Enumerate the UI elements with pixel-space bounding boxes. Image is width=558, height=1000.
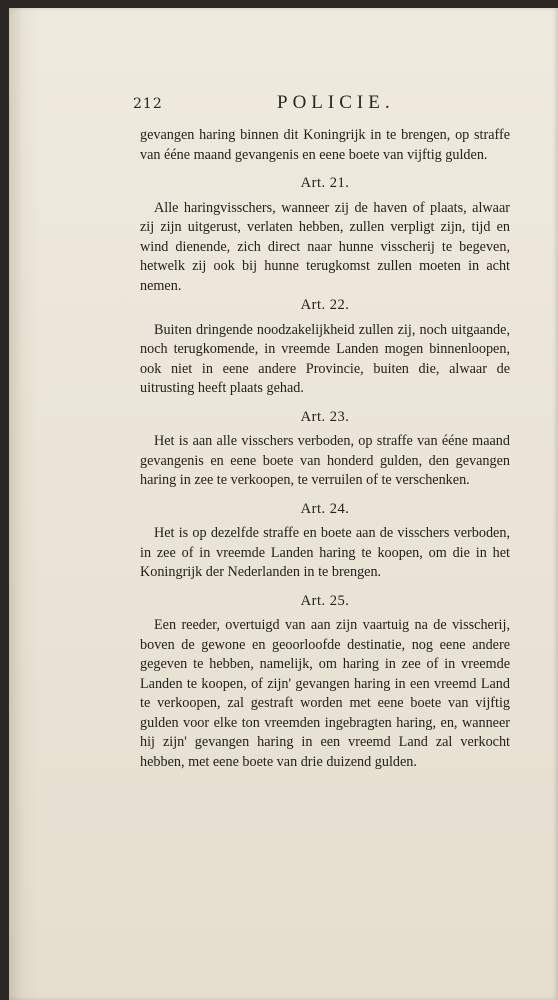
paragraph-art-25: Een reeder, overtuigd van aan zijn vaartuig na de visscherij, boven de gewone en geoorloofde destinatie, nog eene andere gegeven te hebben, namelijk, om haring in zee of in vreemde Landen te koopen, of zijn' gevangen haring in een vreemd Land te verkoopen, zal gestraft worden met eene boete van vijftig gulden voor elke ton vreemden ingebragten haring, en, wanneer hij zijn' gevangen haring in een vreemd Land zal verkocht hebben, met eene boete van drie duizend gulden. <box>140 617 510 770</box>
running-head: POLICIE. <box>277 92 395 113</box>
paragraph-art-22: Buiten dringende noodzakelijkheid zullen zij, noch uitgaande, noch terugkomende, in vreemde Landen mogen binnenloopen, ook niet in eene andere Provincie, buiten die, alwaar de uitrusting heeft plaats gehad. <box>140 321 510 396</box>
book-page <box>9 8 558 1000</box>
article-heading-23: Art. 23. <box>300 408 350 425</box>
paragraph-art-23: Het is aan alle visschers verboden, op straffe van ééne maand gevangenis en eene boete van honderd gulden, den gevangen haring in zee te verkoopen, te verruilen of te verschenken. <box>140 433 510 488</box>
paragraph-art-24: Het is op dezelfde straffe en boete aan de visschers verboden, in zee of in vreemde Landen haring te koopen, om die in het Koningrijk der Nederlanden in te brengen. <box>140 525 510 580</box>
article-heading-25: Art. 25. <box>300 592 350 609</box>
paragraph-continuation: gevangen haring binnen dit Koningrijk in te brengen, op straffe van ééne maand gevangenis en eene boete van vijftig gulden. <box>140 127 510 163</box>
article-heading-22: Art. 22. <box>300 297 350 313</box>
article-heading-24: Art. 24. <box>300 500 350 517</box>
page-number: 212 <box>133 96 163 112</box>
article-heading-21: Art. 21. <box>300 175 350 191</box>
page-header <box>133 92 433 118</box>
paragraph-art-21: Alle haringvisschers, wanneer zij de haven of plaats, alwaar zij zijn uitgerust, verlaten hebben, zullen verpligt zijn, tijd en wind dienende, zich direct naar hunne visscherij te begeven, hetwelk zij ook bij hunne terugkomst zullen moeten in acht nemen. <box>140 199 510 294</box>
page-body <box>140 126 510 772</box>
